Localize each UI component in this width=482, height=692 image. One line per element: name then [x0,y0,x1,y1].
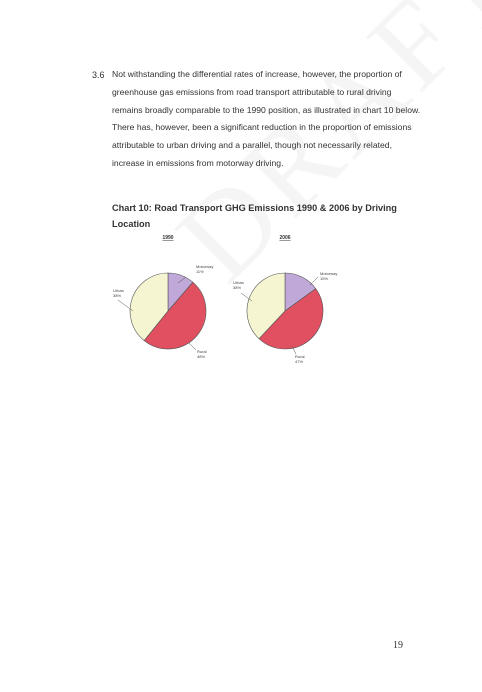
slice-label: Rural 47% [295,354,305,364]
section-paragraph: Not withstanding the differential rates of increase, however, the proportion of greenhouse gas emissions from road transport attributable to rural driving remains broadly comparable to the 1990 position, as illustrated in chart 10 below. There has, however, been a significant reduction in the proportion of emissions attributable to urban driving and a parallel, though not necessarily related, increase in emissions from motorway driving. [112,69,421,168]
slice-label: Motorway 11% [196,264,214,274]
slice-label: Urban 38% [113,288,124,298]
page-number: 19 [393,640,403,651]
pie-chart-1990 [113,235,213,359]
pie-title: 1990 [162,235,174,241]
chart-title: Chart 10: Road Transport GHG Emissions 1990 & 2006 by Driving Location [112,203,397,229]
slice-label: Urban 38% [233,280,244,290]
slice-label: Rural 48% [197,349,207,359]
pie-title: 2006 [279,235,291,241]
leader-line [189,343,196,350]
slice-label: Motorway 15% [320,271,338,281]
pie-chart-2006 [233,235,337,364]
section-number: 3.6 [92,70,105,80]
leader-line [310,277,318,285]
